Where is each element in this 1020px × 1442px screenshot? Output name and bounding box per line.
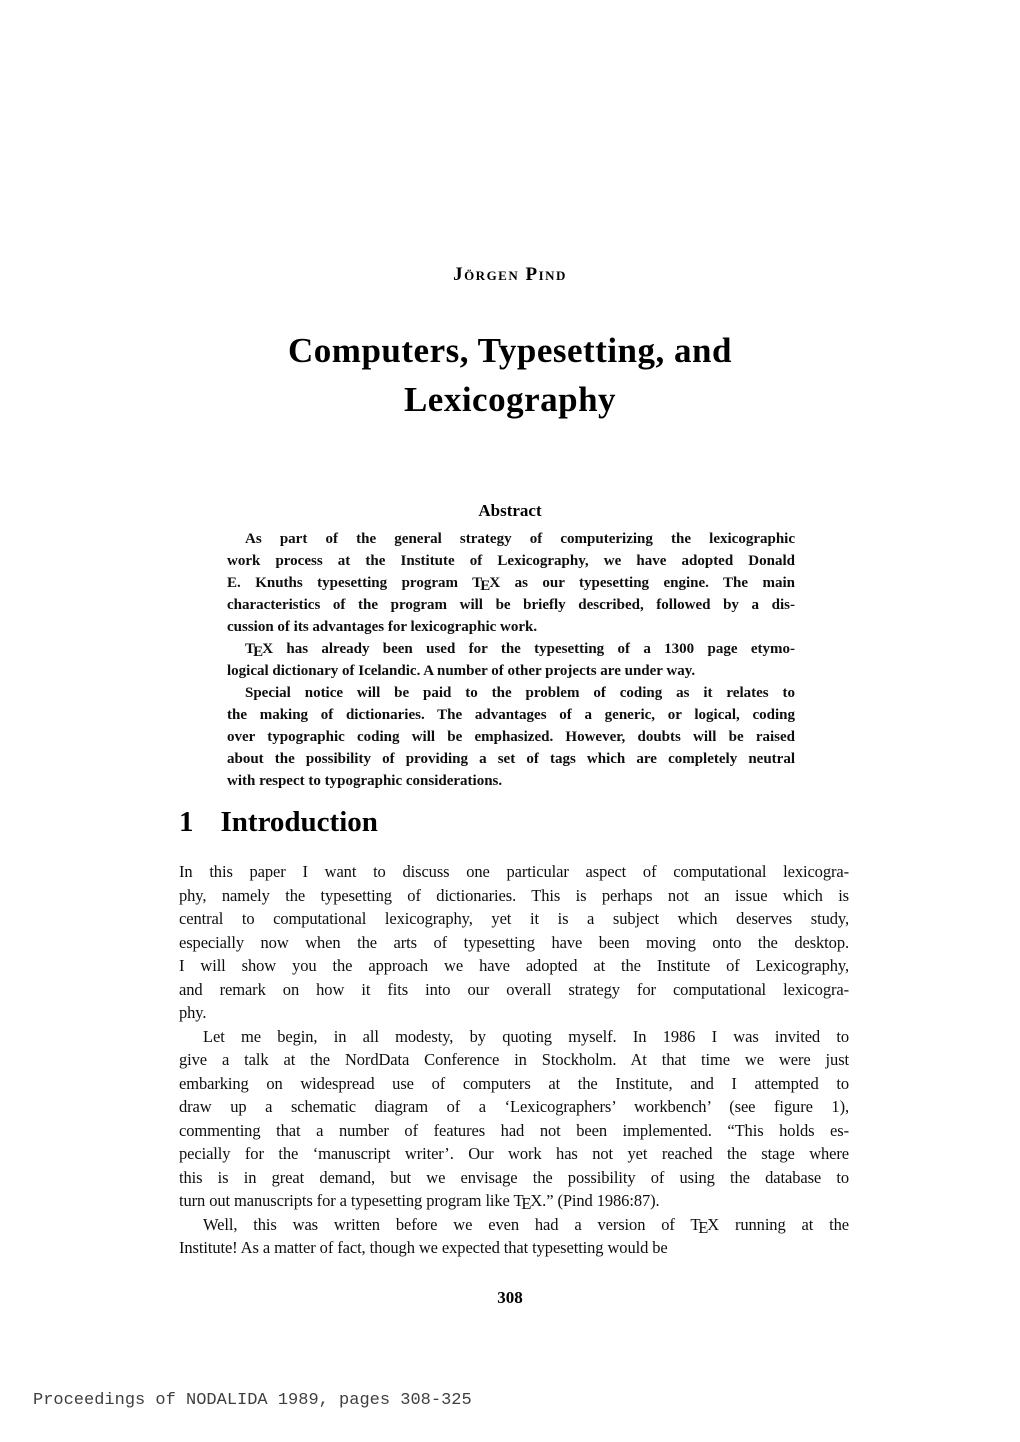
text-line: phy. (179, 1003, 207, 1022)
paragraph (179, 1213, 849, 1260)
text-line: E. Knuths typesetting program TEX as our typesetting engine. The main (227, 575, 795, 595)
text-line: central to computational lexicography, yet it is a subject which deserves study, (179, 909, 849, 928)
paragraph (227, 638, 795, 682)
text-line: pecially for the ‘manuscript writer’. Our work has not yet reached the stage where (179, 1144, 849, 1163)
paragraph (179, 860, 849, 1025)
introduction-body (179, 860, 849, 1260)
text-line: logical dictionary of Icelandic. A number of other projects are under way. (227, 663, 696, 679)
text-line: turn out manuscripts for a typesetting program like TEX.” (Pind 1986:87). (179, 1191, 660, 1214)
text-line: about the possibility of providing a set of tags which are completely neutral (227, 751, 795, 767)
section-heading (179, 806, 378, 839)
text-line: I will show you the approach we have adopted at the Institute of Lexicography, (179, 956, 849, 975)
paragraph (227, 528, 795, 638)
text-line: and remark on how it fits into our overall strategy for computational lexicogra- (179, 979, 849, 999)
paper-title-line-1: Computers, Typesetting, and (288, 331, 732, 370)
abstract-heading: Abstract (478, 501, 542, 520)
page-number: 308 (497, 1288, 523, 1307)
text-line: Institute! As a matter of fact, though we expected that typesetting would be (179, 1238, 668, 1257)
text-line: commenting that a number of features had not been implemented. “This holds es- (179, 1120, 849, 1140)
paragraph (227, 682, 795, 792)
text-line: give a talk at the NordData Conference in Stockholm. At that time we were just (179, 1050, 849, 1069)
abstract-body (227, 528, 795, 792)
section-number: 1 (179, 806, 194, 838)
text-line: especially now when the arts of typesetting have been moving onto the desktop. (179, 932, 849, 952)
text-line: TEX has already been used for the typesetting of a 1300 page etymo- (245, 641, 795, 661)
text-line: work process at the Institute of Lexicography, we have adopted Donald (227, 553, 795, 569)
text-line: the making of dictionaries. The advantages of a generic, or logical, coding (227, 707, 795, 723)
text-line: phy, namely the typesetting of dictionaries. This is perhaps not an issue which is (179, 885, 849, 905)
text-line: cussion of its advantages for lexicographic work. (227, 619, 538, 635)
text-line: As part of the general strategy of computerizing the lexicographic (245, 531, 795, 547)
section-title: Introduction (220, 806, 378, 838)
text-line: Special notice will be paid to the problem of coding as it relates to (245, 685, 795, 701)
text-line: this is in great demand, but we envisage the possibility of using the database to (179, 1167, 849, 1187)
text-line: draw up a schematic diagram of a ‘Lexicographers’ workbench’ (see figure 1), (179, 1097, 849, 1116)
author-line: Jörgen Pind (453, 264, 567, 285)
text-line: characteristics of the program will be briefly described, followed by a dis- (227, 597, 795, 613)
text-line: Let me begin, in all modesty, by quoting myself. In 1986 I was invited to (203, 1026, 849, 1046)
paper-title-line-2: Lexicography (403, 380, 617, 419)
text-line: In this paper I want to discuss one particular aspect of computational lexicogra- (179, 862, 849, 881)
text-line: over typographic coding will be emphasized. However, doubts will be raised (227, 729, 795, 745)
text-line: with respect to typographic considerations. (227, 773, 503, 789)
paper-title (0, 326, 1020, 424)
text-line: Well, this was written before we even had a version of TEX running at the (203, 1214, 849, 1237)
paragraph (179, 1025, 849, 1213)
proceedings-footer: Proceedings of NODALIDA 1989, pages 308-325 (33, 1391, 472, 1410)
text-line: embarking on widespread use of computers at the Institute, and I attempted to (179, 1073, 849, 1093)
